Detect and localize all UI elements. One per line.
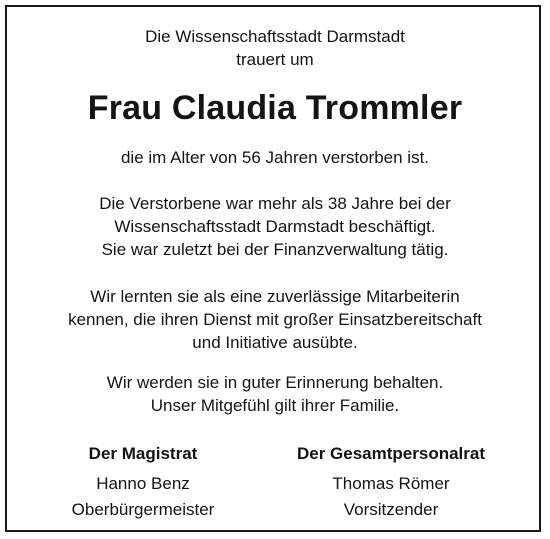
- signature-name: Thomas Römer: [332, 474, 450, 493]
- paragraph-line: Unser Mitgefühl gilt ihrer Familie.: [150, 396, 400, 415]
- paragraph-condolence: [0, 371, 550, 417]
- paragraph-line: Wir lernten sie als eine zuverlässige Mitarbeiterin: [90, 287, 460, 306]
- intro-block: [0, 25, 550, 71]
- paragraph-appreciation: [0, 285, 550, 354]
- signature-title: Der Magistrat: [88, 444, 198, 463]
- age-line: die im Alter von 56 Jahren verstorben ist.: [120, 148, 430, 167]
- signature-name: Hanno Benz: [96, 474, 190, 493]
- paragraph-career: [0, 192, 550, 261]
- signature-personalrat: [261, 441, 521, 523]
- signature-magistrat: [13, 441, 273, 523]
- paragraph-line: kennen, die ihren Dienst mit großer Einsatzbereitschaft: [68, 310, 482, 329]
- intro-line: Die Wissenschaftsstadt Darmstadt: [145, 27, 405, 46]
- intro-line: trauert um: [236, 50, 314, 69]
- paragraph-line: Wir werden sie in guter Erinnerung behalten.: [106, 373, 444, 392]
- paragraph-line: Die Verstorbene war mehr als 38 Jahre bei der: [99, 194, 451, 213]
- paragraph-line: Wissenschaftsstadt Darmstadt beschäftigt.: [114, 217, 436, 236]
- signature-role: Vorsitzender: [343, 500, 439, 519]
- paragraph-line: Sie war zuletzt bei der Finanzverwaltung tätig.: [101, 240, 449, 259]
- signature-title: Der Gesamtpersonalrat: [296, 444, 486, 463]
- paragraph-line: und Initiative ausübte.: [192, 333, 358, 352]
- signature-role: Oberbürgermeister: [71, 500, 215, 519]
- deceased-name: Frau Claudia Trommler: [87, 89, 463, 127]
